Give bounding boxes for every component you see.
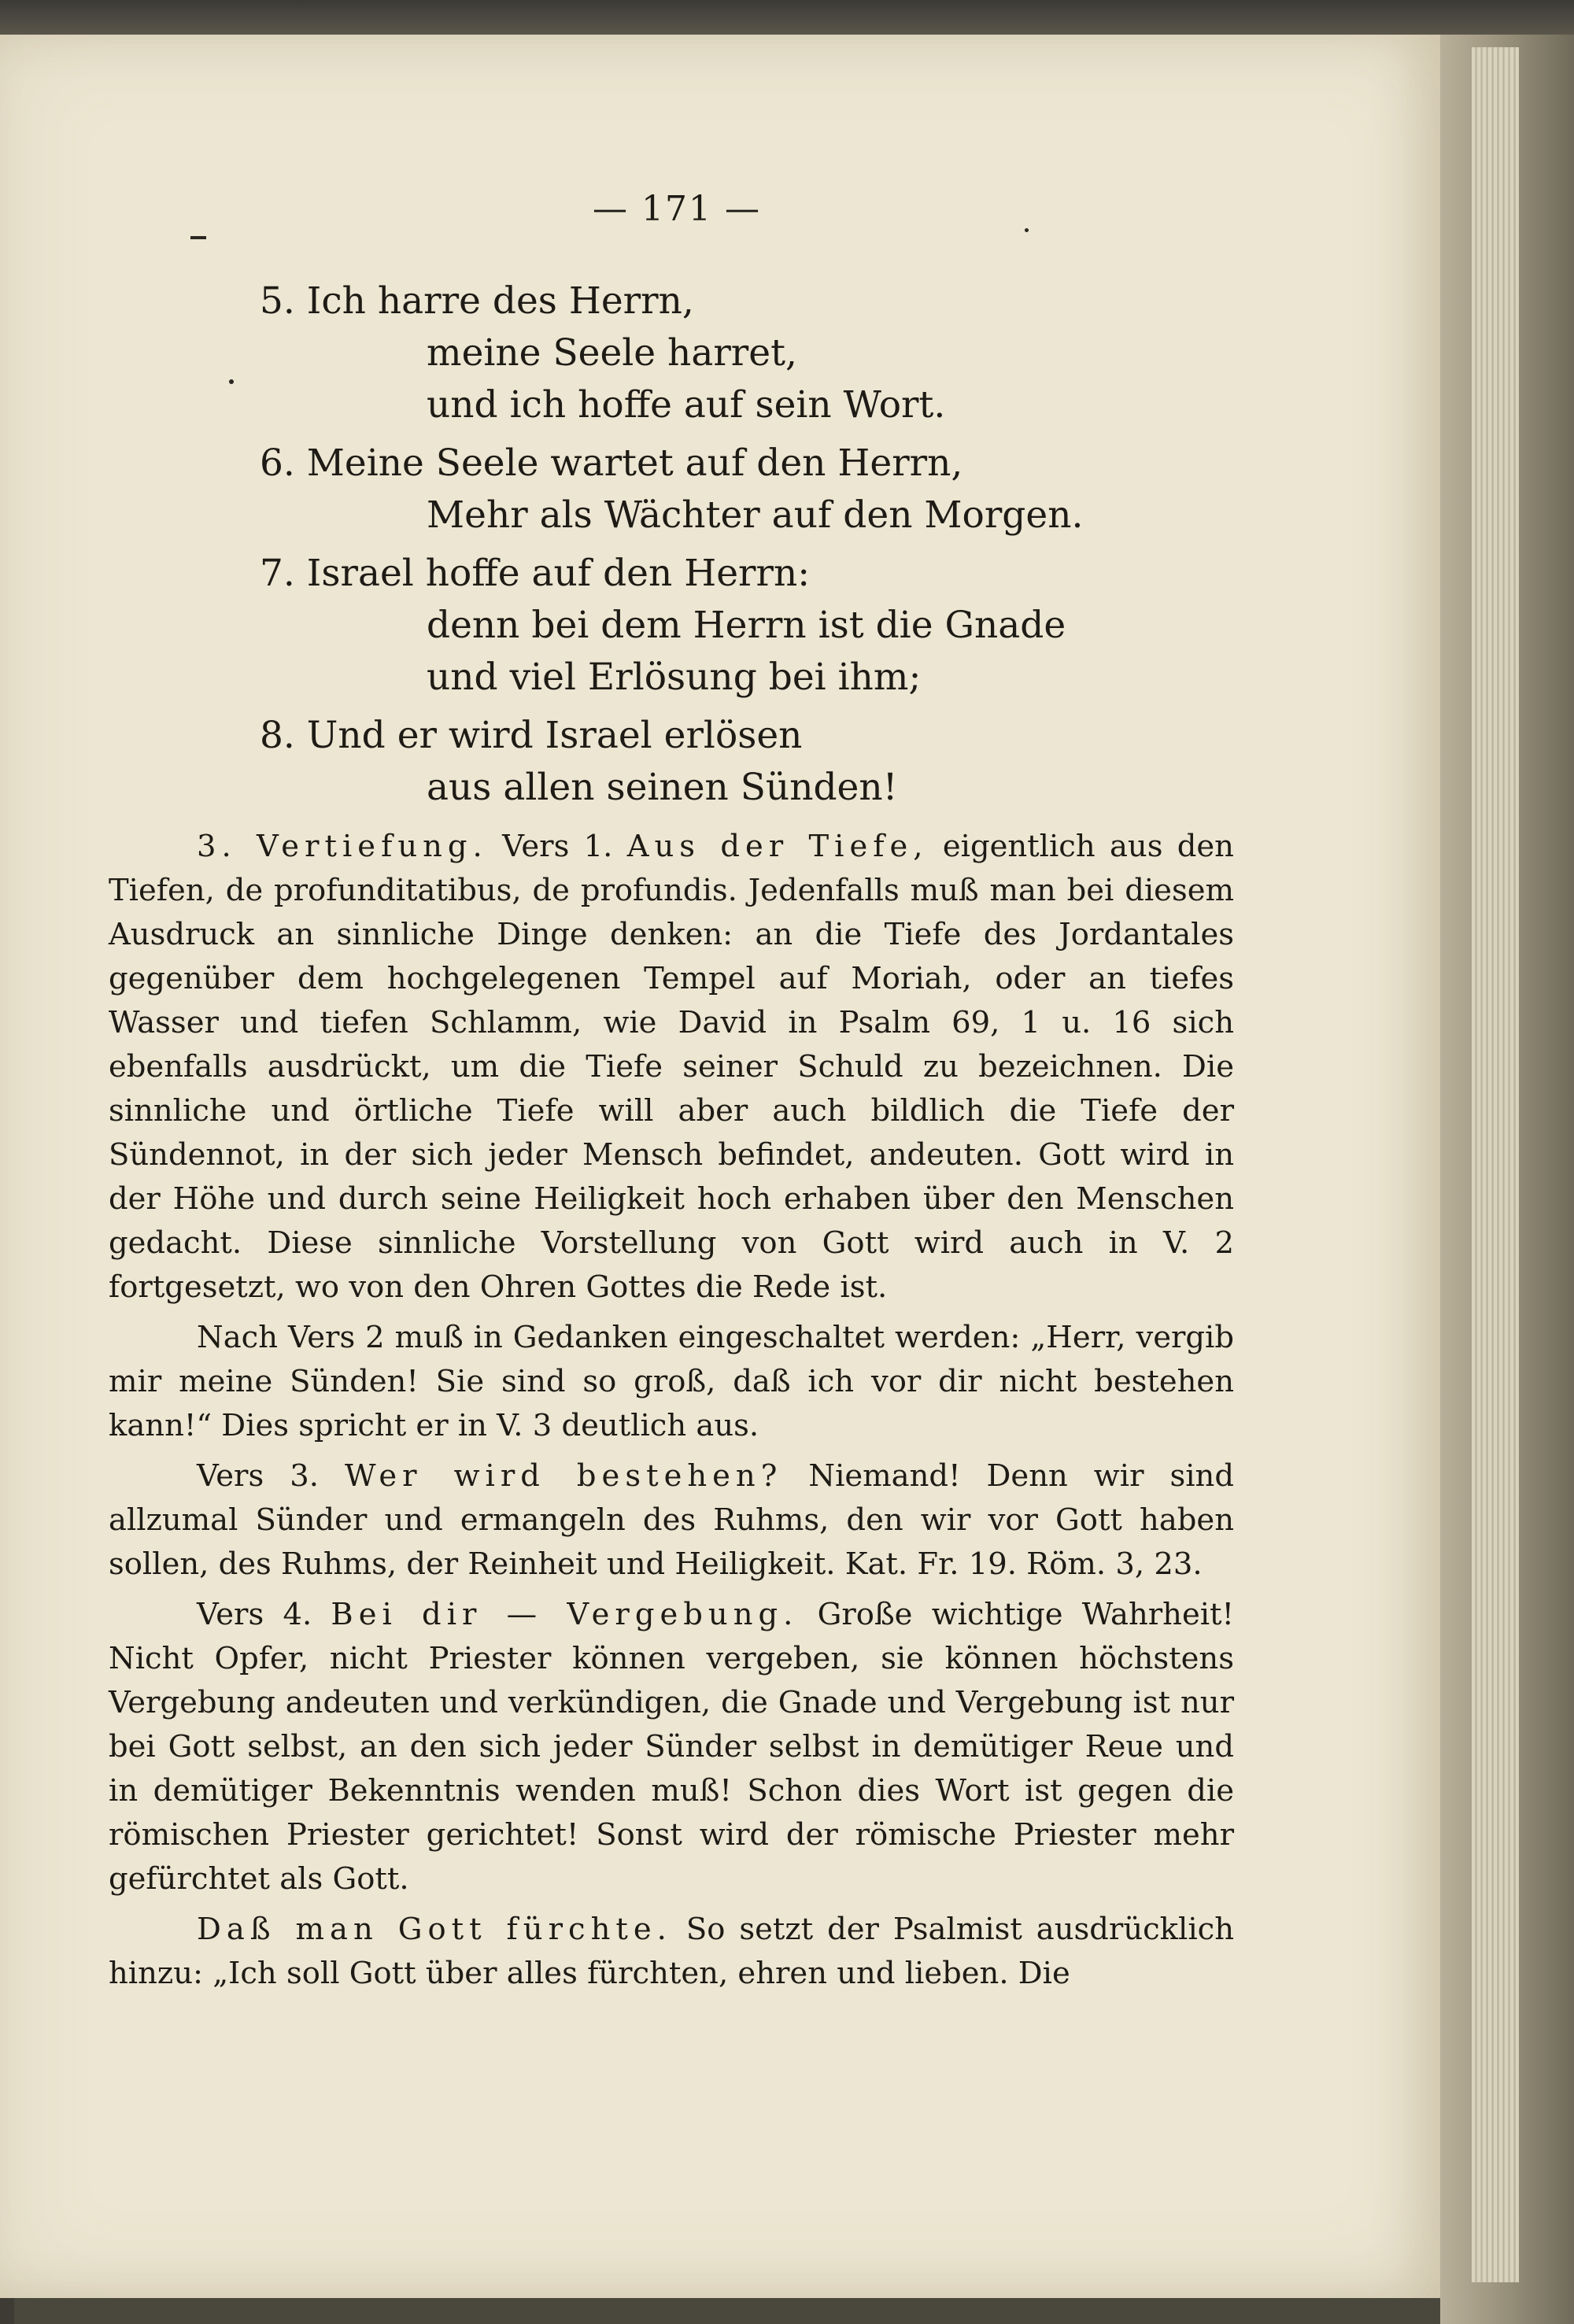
ink-speck [1025,228,1029,232]
psalm-line: denn bei dem Herrn ist die Gnade [427,604,1066,647]
verse-number: 8. [260,714,295,757]
psalm-line [260,710,1165,762]
section-heading: 3. Vertiefung. [197,829,488,864]
verse-number: 6. [260,442,295,485]
commentary-paragraph [109,1454,1234,1587]
commentary-paragraph [109,825,1234,1310]
verse-text: Und er wird Israel erlösen [306,714,803,757]
psalm-verse [260,275,1165,431]
psalm-line: und ich hoffe auf sein Wort. [427,383,946,427]
commentary-paragraph [109,1593,1234,1901]
verse-number: 7. [260,552,295,595]
commentary-paragraph [109,1908,1234,1996]
verse-number: 5. [260,279,295,323]
psalm-verse [260,548,1165,704]
verse-reference: Vers 3. [197,1458,319,1494]
verse-text: Meine Seele wartet auf den Herrn, [306,442,963,485]
psalm-line: aus allen seinen Sünden! [427,766,898,809]
paragraph-text: So setzt der Psalmist ausdrücklich hinzu: „Ich soll Gott über alles fürchten, ehren und lieben. Die [109,1912,1234,1991]
paragraph-text: eigentlich aus den Tiefen, de profunditatibus, de profundis. Jedenfalls muß man bei diesem Ausdruck an sinnliche Dinge denken: an die Tiefe des Jordantales gegenüber dem hochgelegenen Tempel auf Moriah, oder an tiefes Wasser und tiefen Schlamm, wie David in Psalm 69, 1 u. 16 sich ebenfalls ausdrückt, um die Tiefe seiner Schuld zu bezeichnen. Die sinnliche und örtliche Tiefe will aber auch bildlich die Tiefe der Sündennot, in der sich jeder Mensch befindet, andeuten. Gott wird in der Höhe und durch seine Heiligkeit hoch erhaben über den Menschen gedacht. Diese sinnliche Vorstellung von Gott wird auch in V. 2 fortgesetzt, wo von den Ohren Gottes die Rede ist. [109,829,1234,1305]
verse-text: Israel hoffe auf den Herrn: [306,552,811,595]
paragraph-text: Nach Vers 2 muß in Gedanken eingeschaltet werden: „Herr, vergib mir meine Sünden! Sie sind so groß, daß ich vor dir nicht bestehen kann!“ Dies spricht er in V. 3 deutlich aus. [109,1320,1234,1443]
commentary-paragraph [109,1316,1234,1448]
verse-text: Ich harre des Herrn, [306,279,694,323]
psalm-line [260,438,1165,490]
psalm-line: Mehr als Wächter auf den Morgen. [427,493,1084,537]
psalm-verse [260,438,1165,541]
commentary [109,825,1234,2002]
psalm-line: meine Seele harret, [427,331,797,375]
psalm-line: und viel Erlösung bei ihm; [427,656,922,699]
page-number: — 171 — [593,189,761,229]
psalm-line [260,275,1165,327]
paragraph-text: Große wichtige Wahrheit! Nicht Opfer, nicht Priester können vergeben, sie können höchstens Vergebung andeuten und verkündigen, die Gnade und Vergebung ist nur bei Gott selbst, an den sich jeder Sünder selbst in demütiger Reue und in demütiger Bekenntnis wenden muß! Schon dies Wort ist gegen die römischen Priester gerichtet! Sonst wird der römische Priester mehr gefürchtet als Gott. [109,1597,1234,1897]
ink-speck [229,379,234,384]
book-binding-top [0,0,1574,35]
paragraph-text: Niemand! Denn wir sind allzumal Sünder und ermangeln des Ruhms, den wir vor Gott haben sollen, des Ruhms, der Reinheit und Heiligkeit. Kat. Fr. 19. Röm. 3, 23. [109,1458,1234,1582]
page-stack-edge [1472,47,1519,2282]
psalm-verses [260,275,1165,820]
psalm-verse [260,710,1165,814]
emphasized-phrase: Aus der Tiefe, [626,829,929,864]
verse-reference: Vers 4. [197,1597,312,1632]
psalm-line [260,548,1165,600]
emphasized-phrase: Daß man Gott fürchte. [197,1912,672,1947]
emphasized-phrase: Bei dir — Vergebung. [331,1597,799,1632]
verse-reference: Vers 1. [502,829,613,864]
emphasized-phrase: Wer wird bestehen? [344,1458,783,1494]
ink-speck [190,236,206,239]
